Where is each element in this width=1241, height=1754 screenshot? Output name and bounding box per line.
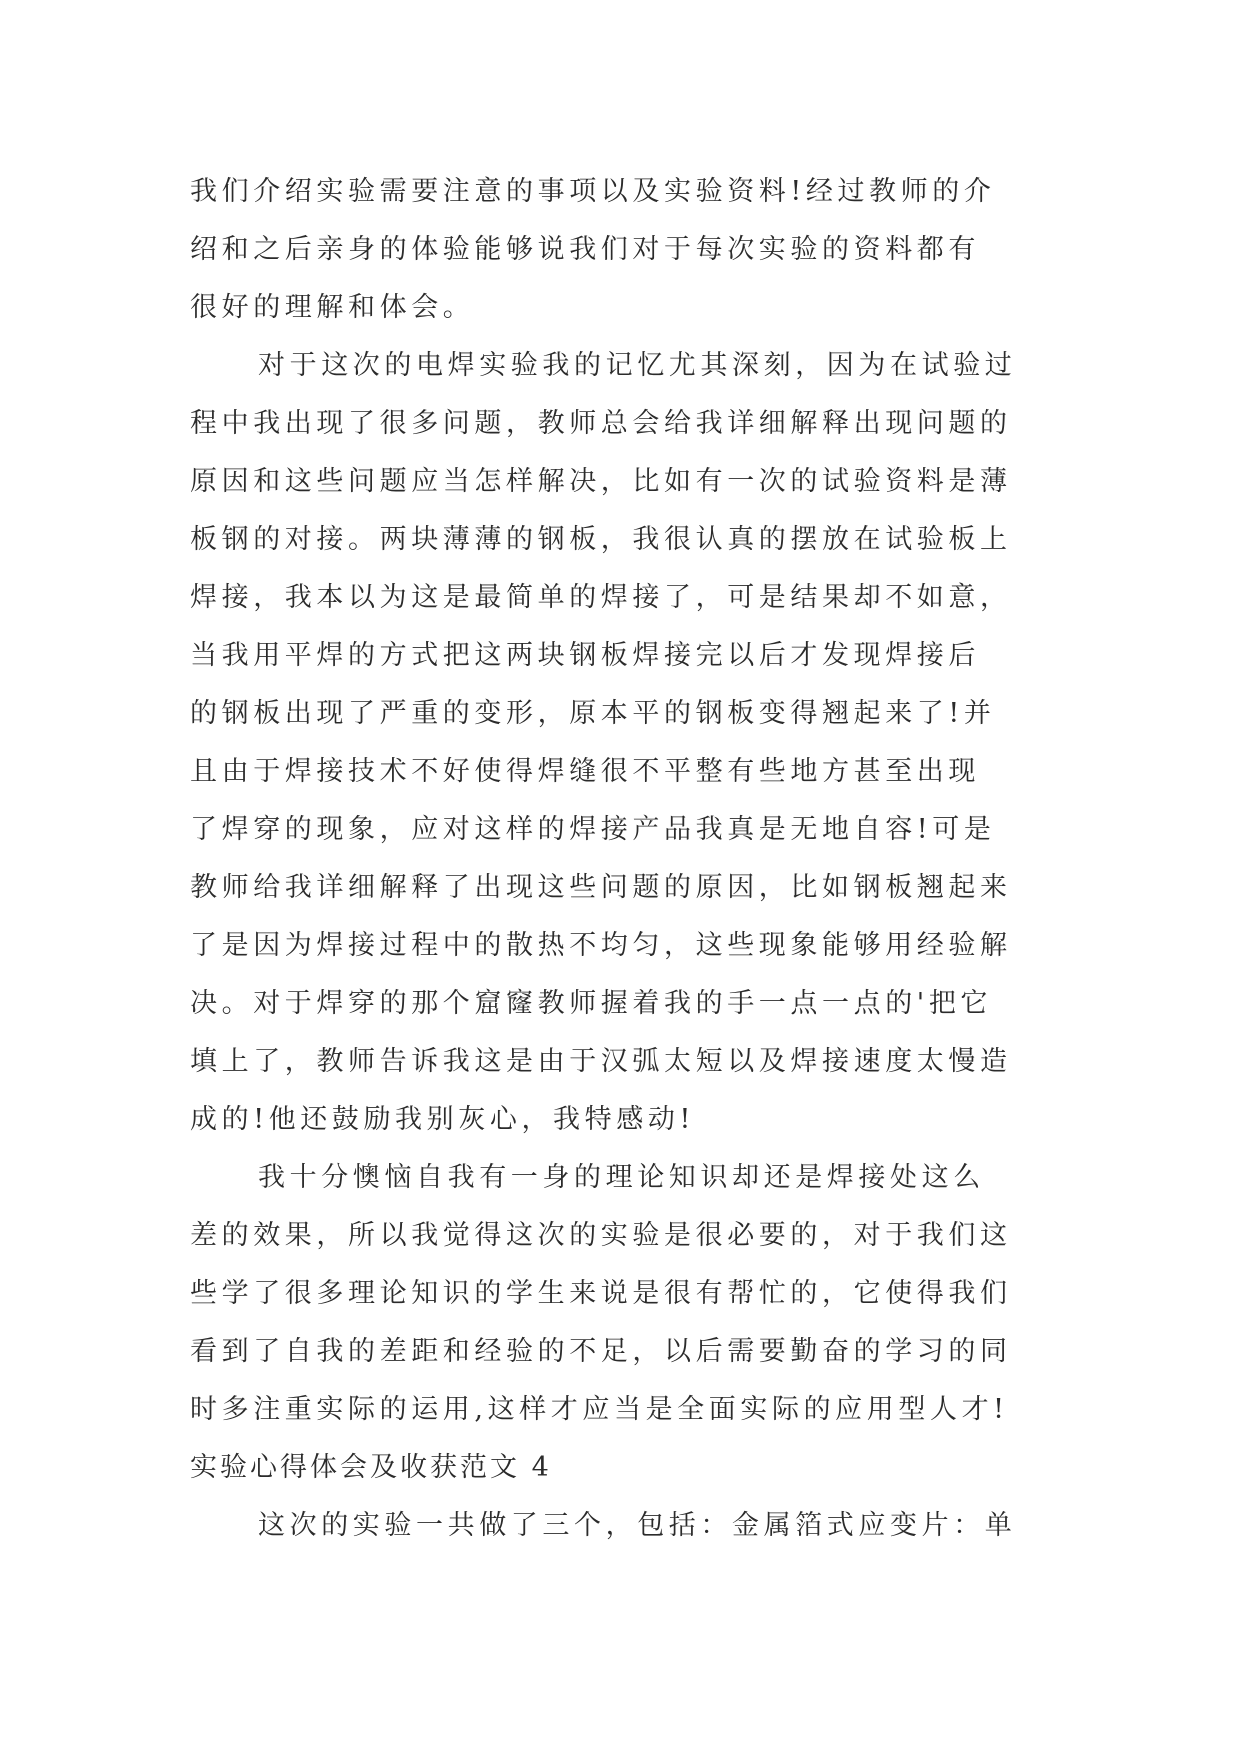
text-line-3: 很好的理解和体会。 [190,292,475,323]
text-line-5: 程中我出现了很多问题，教师总会给我详细解释出现问题的 [190,408,1012,439]
text-line-22: 时多注重实际的运用,这样才应当是全面实际的应用型人才! [190,1394,1009,1425]
paragraph-start-line-18: 我十分懊恼自我有一身的理论知识却还是焊接处这么 [258,1162,985,1193]
text-line-15: 决。对于焊穿的那个窟窿教师握着我的手一点一点的'把它 [190,988,993,1019]
text-line-9: 当我用平焊的方式把这两块钢板焊接完以后才发现焊接后 [190,640,980,671]
text-line-1: 我们介绍实验需要注意的事项以及实验资料!经过教师的介 [190,176,996,207]
text-line-14: 了是因为焊接过程中的散热不均匀，这些现象能够用经验解 [190,930,1012,961]
text-line-11: 且由于焊接技术不好使得焊缝很不平整有些地方甚至出现 [190,756,980,787]
text-line-12: 了焊穿的现象，应对这样的焊接产品我真是无地自容!可是 [190,814,996,845]
text-line-6: 原因和这些问题应当怎样解决，比如有一次的试验资料是薄 [190,466,1012,497]
paragraph-start-line-4: 对于这次的电焊实验我的记忆尤其深刻，因为在试验过 [258,350,1017,381]
text-line-2: 绍和之后亲身的体验能够说我们对于每次实验的资料都有 [190,234,980,265]
text-line-10: 的钢板出现了严重的变形，原本平的钢板变得翘起来了!并 [190,698,996,729]
text-line-19: 差的效果，所以我觉得这次的实验是很必要的，对于我们这 [190,1220,1012,1251]
paragraph-start-line-24: 这次的实验一共做了三个，包括：金属箔式应变片：单 [258,1510,1017,1541]
text-line-13: 教师给我详细解释了出现这些问题的原因，比如钢板翘起来 [190,872,1012,903]
text-line-20: 些学了很多理论知识的学生来说是很有帮忙的，它使得我们 [190,1278,1012,1309]
body-text [190,163,1050,1555]
text-line-21: 看到了自我的差距和经验的不足，以后需要勤奋的学习的同 [190,1336,1012,1367]
section-heading: 实验心得体会及收获范文 4 [190,1452,552,1483]
text-line-16: 填上了，教师告诉我这是由于汉弧太短以及焊接速度太慢造 [190,1046,1012,1077]
text-line-8: 焊接，我本以为这是最简单的焊接了，可是结果却不如意， [190,582,1012,613]
text-line-17: 成的!他还鼓励我别灰心，我特感动! [190,1104,695,1135]
text-line-7: 板钢的对接。两块薄薄的钢板，我很认真的摆放在试验板上 [190,524,1012,555]
